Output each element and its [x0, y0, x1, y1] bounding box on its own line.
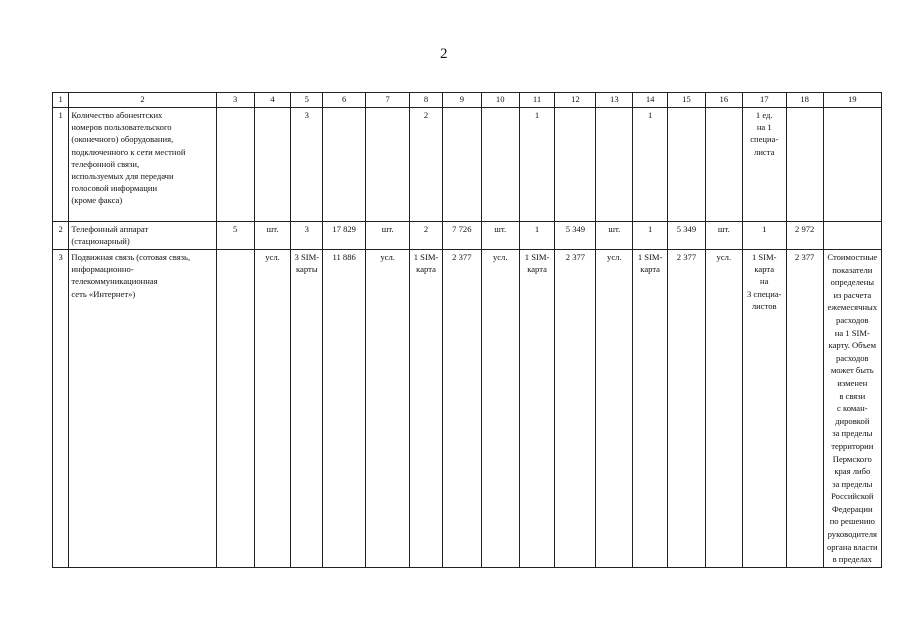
cell-text-line: органа власти: [826, 541, 878, 552]
cell-text-line: листа: [754, 146, 775, 157]
cell-text-line: 3 SIM-: [294, 252, 320, 262]
table-cell-col-9: 7 726: [442, 222, 481, 250]
table-cell-col-19: [823, 250, 881, 568]
cell-text-line: (стационарный): [71, 236, 130, 247]
table-cell-col-7: усл.: [366, 250, 410, 568]
table-cell-col-15: 5 349: [668, 222, 706, 250]
column-header-17: 17: [742, 93, 786, 108]
cell-text-line: Подвижная связь (сотовая связь,: [71, 252, 191, 262]
table-cell-col-1: 1: [53, 108, 69, 222]
cell-text-line: за пределы: [832, 428, 873, 439]
table-cell-col-14: 1: [633, 108, 668, 222]
column-header-5: 5: [291, 93, 323, 108]
table-cell-col-7: шт.: [366, 222, 410, 250]
cell-text-line: листов: [751, 300, 777, 311]
table-cell-col-8: [410, 250, 443, 568]
cell-text-line: в связи: [839, 390, 866, 401]
table-cell-col-18: 2 377: [786, 250, 823, 568]
cell-text-line: голосовой информации: [71, 183, 158, 194]
table-cell-col-17: [742, 108, 786, 222]
table-cell-col-10: шт.: [481, 222, 519, 250]
cell-text-line: Российской: [831, 491, 874, 502]
column-header-10: 10: [481, 93, 519, 108]
table-cell-col-4: шт.: [254, 222, 291, 250]
cell-text-line: специа-: [750, 134, 779, 145]
header-row: [53, 93, 882, 108]
table-cell-col-19: [823, 222, 881, 250]
cell-text-line: в пределах: [832, 554, 872, 565]
table-cell-col-8: 2: [410, 222, 443, 250]
table-cell-col-16: [705, 108, 742, 222]
cell-text-line: карта: [416, 264, 436, 275]
cell-text-line: 3 специа-: [746, 288, 782, 299]
cell-text-line: определены: [830, 277, 875, 288]
table-cell-col-15: 2 377: [668, 250, 706, 568]
table-row: [53, 108, 882, 222]
table-cell-col-8: 2: [410, 108, 443, 222]
cell-text-line: дировкой: [835, 415, 870, 426]
cell-text-line: расходов: [836, 352, 869, 363]
cell-text-line: территории: [831, 440, 874, 451]
cell-text-line: номеров пользовательского: [71, 122, 172, 133]
cell-text-line: 1 SIM-: [637, 252, 663, 262]
table-cell-col-17: [742, 222, 786, 250]
column-header-4: 4: [254, 93, 291, 108]
table-cell-col-5: 3: [291, 108, 323, 222]
cell-text-line: Федерации: [832, 503, 873, 514]
cell-text-line: расходов: [836, 314, 869, 325]
cell-text-line: за пределы: [832, 478, 873, 489]
column-header-7: 7: [366, 93, 410, 108]
table-cell-col-19: [823, 108, 881, 222]
column-header-6: 6: [323, 93, 366, 108]
table-cell-col-1: 2: [53, 222, 69, 250]
cell-text-line: используемых для передачи: [71, 171, 174, 182]
equipment-norms-table: [52, 92, 882, 568]
table-cell-col-16: шт.: [705, 222, 742, 250]
column-header-2: 2: [69, 93, 216, 108]
cell-text-line: по решению: [829, 516, 875, 527]
column-header-14: 14: [633, 93, 668, 108]
table-cell-col-11: 1: [519, 108, 555, 222]
cell-text-line: телефонной связи,: [71, 158, 140, 169]
table-cell-col-6: 11 886: [323, 250, 366, 568]
cell-text-line: сеть «Интернет»): [71, 288, 136, 299]
cell-text-line: 1 SIM-: [751, 252, 777, 262]
cell-text-line: 1 ед.: [755, 110, 773, 120]
table-cell-col-16: усл.: [705, 250, 742, 568]
table-cell-col-11: [519, 250, 555, 568]
table-cell-col-14: 1: [633, 222, 668, 250]
table-cell-col-3: [216, 250, 254, 568]
cell-text-line: 1 SIM-: [413, 252, 439, 262]
column-header-11: 11: [519, 93, 555, 108]
cell-text-line: карта: [527, 264, 547, 275]
table-cell-col-18: 2 972: [786, 222, 823, 250]
cell-text-line: Телефонный аппарат: [71, 224, 149, 234]
table-cell-col-12: [555, 108, 596, 222]
cell-text-line: из расчета: [833, 289, 872, 300]
table-cell-col-18: [786, 108, 823, 222]
page-number: 2: [440, 46, 448, 62]
cell-text-line: телекоммуникационная: [71, 276, 158, 287]
cell-text-line: на 1 SIM-: [834, 327, 870, 338]
table-cell-col-13: усл.: [596, 250, 633, 568]
column-header-19: 19: [823, 93, 881, 108]
table-cell-col-6: [323, 108, 366, 222]
table-cell-col-15: [668, 108, 706, 222]
column-header-12: 12: [555, 93, 596, 108]
cell-text-line: может быть: [830, 365, 874, 376]
table-cell-col-12: 5 349: [555, 222, 596, 250]
table-cell-col-5: [291, 250, 323, 568]
table-row: [53, 222, 882, 250]
cell-text-line: на: [760, 276, 769, 287]
cell-text-line: показатели: [832, 264, 873, 275]
column-header-15: 15: [668, 93, 706, 108]
cell-text-line: ежемесячных: [827, 302, 878, 313]
cell-text-line: подключенного к сети местной: [71, 146, 186, 157]
cell-text-line: 1: [762, 224, 767, 234]
table-cell-col-13: шт.: [596, 222, 633, 250]
table-cell-col-4: [254, 108, 291, 222]
table-cell-col-2: [69, 222, 216, 250]
table-cell-col-10: [481, 108, 519, 222]
cell-text-line: (кроме факса): [71, 195, 123, 206]
table-cell-col-9: [442, 108, 481, 222]
column-header-16: 16: [705, 93, 742, 108]
table-cell-col-2: [69, 250, 216, 568]
table-body: [53, 93, 882, 568]
table-cell-col-11: 1: [519, 222, 555, 250]
table-cell-col-9: 2 377: [442, 250, 481, 568]
column-header-8: 8: [410, 93, 443, 108]
cell-text-line: карта: [754, 264, 775, 275]
cell-text-line: (оконечного) оборудования,: [71, 134, 174, 145]
column-header-1: 1: [53, 93, 69, 108]
cell-text-line: руководителя: [827, 529, 877, 540]
table-cell-col-13: [596, 108, 633, 222]
column-header-3: 3: [216, 93, 254, 108]
table-cell-col-6: 17 829: [323, 222, 366, 250]
table-cell-col-7: [366, 108, 410, 222]
table-cell-col-3: [216, 108, 254, 222]
cell-text-line: карту. Объем: [828, 340, 877, 351]
cell-text-line: Стоимостные: [827, 252, 878, 262]
cell-text-line: карта: [640, 264, 660, 275]
cell-text-line: 1 SIM-: [524, 252, 550, 262]
table-cell-col-2: [69, 108, 216, 222]
column-header-9: 9: [442, 93, 481, 108]
cell-text-line: Пермского: [832, 453, 872, 464]
cell-text-line: на 1: [756, 122, 772, 133]
table-cell-col-14: [633, 250, 668, 568]
table-cell-col-17: [742, 250, 786, 568]
cell-text-line: изменен: [837, 377, 868, 388]
table-row: [53, 250, 882, 568]
table-cell-col-5: 3: [291, 222, 323, 250]
cell-text-line: карты: [296, 264, 318, 275]
table-cell-col-12: 2 377: [555, 250, 596, 568]
table-cell-col-3: 5: [216, 222, 254, 250]
cell-text-line: края либо: [834, 466, 871, 477]
table-cell-col-10: усл.: [481, 250, 519, 568]
cell-text-line: информационно-: [71, 264, 134, 275]
table-cell-col-4: усл.: [254, 250, 291, 568]
cell-text-line: с коман-: [837, 403, 868, 414]
table-cell-col-1: 3: [53, 250, 69, 568]
column-header-18: 18: [786, 93, 823, 108]
cell-text-line: Количество абонентских: [71, 110, 163, 120]
column-header-13: 13: [596, 93, 633, 108]
